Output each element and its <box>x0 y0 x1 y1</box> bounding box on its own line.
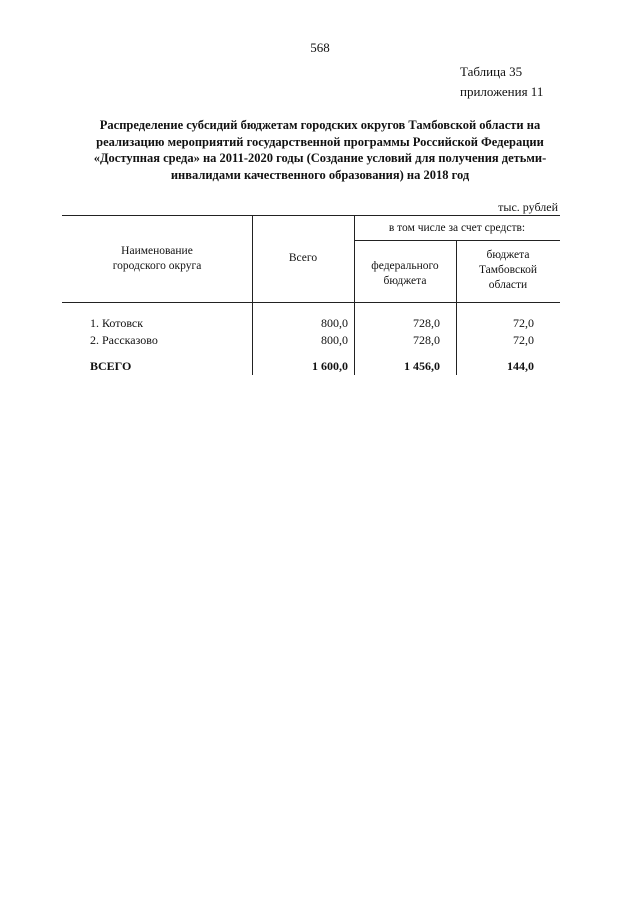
table-label-line: приложения 11 <box>460 84 544 99</box>
total-federal: 1 456,0 <box>404 359 440 373</box>
row-total: 800,0 <box>321 333 348 347</box>
header-regional <box>456 248 560 293</box>
header-name <box>62 244 252 274</box>
row-regional: 72,0 <box>513 333 534 347</box>
title-line: инвалидами качественного образования) на 2018 год <box>170 167 470 182</box>
column-divider <box>252 215 253 375</box>
header-name-line: Наименование <box>121 245 193 257</box>
row-total: 800,0 <box>321 316 348 330</box>
total-name: ВСЕГО <box>90 359 132 373</box>
header-name-line: городского округа <box>112 260 202 272</box>
units-label: тыс. рублей <box>498 200 558 214</box>
row-federal: 728,0 <box>413 316 440 330</box>
header-bottom-border <box>62 302 560 303</box>
page-number: 568 <box>310 40 330 55</box>
header-regional-line: области <box>488 279 528 291</box>
document-title <box>70 117 570 183</box>
table-label <box>460 62 543 102</box>
total-total: 1 600,0 <box>312 359 348 373</box>
table-label-line: Таблица 35 <box>460 64 523 79</box>
title-line: Распределение субсидий бюджетам городских округов Тамбовской области на <box>99 118 541 132</box>
header-divider <box>354 240 560 241</box>
header-total: Всего <box>288 252 318 264</box>
row-federal: 728,0 <box>413 333 440 347</box>
header-including: в том числе за счет средств: <box>388 222 526 234</box>
header-regional-line: бюджета <box>486 249 530 261</box>
header-federal-line: федерального <box>371 260 439 272</box>
total-regional: 144,0 <box>507 359 534 373</box>
row-regional: 72,0 <box>513 316 534 330</box>
subsidy-table <box>62 215 560 375</box>
title-line: реализацию мероприятий государственной программы Российской Федерации <box>96 134 544 149</box>
row-name: 1. Котовск <box>90 316 144 330</box>
header-regional-line: Тамбовской <box>478 264 538 276</box>
title-line: «Доступная среда» на 2011-2020 годы (Создание условий для получения детьми- <box>93 151 547 165</box>
column-divider <box>354 215 355 375</box>
header-federal-line: бюджета <box>383 275 427 287</box>
row-name: 2. Рассказово <box>90 333 158 347</box>
table-top-border <box>62 215 560 216</box>
header-federal <box>354 259 456 289</box>
